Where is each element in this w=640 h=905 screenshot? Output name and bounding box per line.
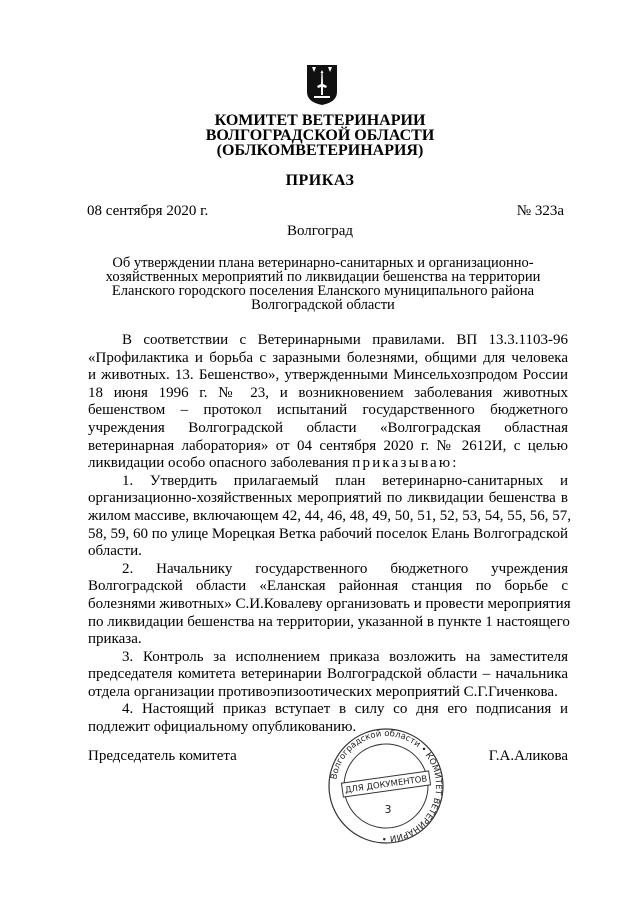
organization-name [0, 113, 640, 158]
signatory-name: Г.А.Аликова [488, 748, 568, 764]
body-line: 18 июня 1996 г. № 23, и возникновением заболевания животных [88, 384, 568, 401]
body-line: по ликвидации бешенства на территории, указанной в пункте 1 настоящего [88, 613, 570, 630]
body-line: области. [88, 543, 142, 560]
document-type: ПРИКАЗ [285, 172, 355, 189]
body-line: 4. Настоящий приказ вступает в силу со дня его подписания и [122, 701, 568, 718]
org-line: КОМИТЕТ ВЕТЕРИНАРИИ [214, 112, 426, 129]
body-line [88, 455, 568, 473]
body-line: председателя комитета ветеринарии Волгоградской области – начальника [88, 666, 568, 683]
stamp-ring-path: Волгоградской области • КОМИТЕТ ВЕТЕРИНАРИИ • [329, 728, 444, 844]
body-line: 1. Утвердить прилагаемый план ветеринарно-санитарных и [122, 472, 568, 489]
body-line: бешенством – протокол испытаний государственного бюджетного [88, 402, 568, 419]
body-line: «Профилактика и борьба с заразными болезнями, общими для человека [88, 349, 568, 366]
org-line: (ОБЛКОМВЕТЕРИНАРИЯ) [216, 142, 424, 159]
body-line: 2. Начальнику государственного бюджетного учреждения [122, 560, 568, 577]
coat-of-arms-icon [306, 64, 338, 106]
body-line: учреждения Волгоградской области «Волгоградская областная [88, 419, 568, 436]
body-line: жилом массиве, включающем 42, 44, 46, 48, 49, 50, 51, 52, 53, 54, 55, 56, 57, [88, 507, 571, 524]
body-line: организационно-хозяйственных мероприятий по ликвидации бешенства в [88, 490, 568, 507]
document-number: № 323а [516, 203, 564, 219]
document-city: Волгоград [286, 223, 353, 239]
body-line: отдела организации противоэпизоотических мероприятий С.Г.Гиченкова. [88, 683, 558, 700]
subject-line: хозяйственных мероприятий по ликвидации бешенства на территории [105, 269, 541, 285]
document-body [88, 332, 571, 737]
preamble-last: ликвидации особо опасного заболевания [88, 455, 349, 472]
signatory-title: Председатель комитета [88, 748, 237, 764]
official-stamp [316, 727, 456, 845]
subject-line: Об утверждении плана ветеринарно-санитарных и организационно- [112, 255, 534, 271]
subject-line: Волгоградской области [251, 297, 395, 313]
body-line: приказа. [88, 631, 142, 648]
org-line: ВОЛГОГРАДСКОЙ ОБЛАСТИ [205, 127, 435, 144]
stamp-center-text: ДЛЯ ДОКУМЕНТОВ [344, 774, 428, 796]
document-date: 08 сентября 2020 г. [87, 203, 209, 219]
body-line: В соответствии с Ветеринарными правилами. ВП 13.3.1103-96 [122, 332, 568, 348]
body-line: 3. Контроль за исполнением приказа возложить на заместителя [122, 648, 568, 665]
subject-line: Еланского городского поселения Еланского муниципального района [111, 283, 535, 299]
order-word: приказываю: [352, 455, 459, 472]
stamp-number: 3 [384, 803, 392, 816]
document-subject [88, 256, 558, 312]
body-line: болезнями животных» С.И.Ковалеву организовать и провести мероприятия [88, 595, 571, 612]
body-line: 58, 59, 60 по улице Морецкая Ветка рабочий поселок Елань Волгоградской [88, 525, 568, 542]
body-line: Волгоградской области «Еланская районная станция по борьбе с [88, 578, 568, 595]
body-line: ветеринарная лаборатория» от 04 сентября 2020 г. № 2612И, с целью [88, 437, 568, 454]
body-line: и животных. 13. Бешенство», утвержденными Минсельхозпродом России [88, 367, 568, 384]
body-line: подлежит официальному опубликованию. [88, 719, 357, 736]
